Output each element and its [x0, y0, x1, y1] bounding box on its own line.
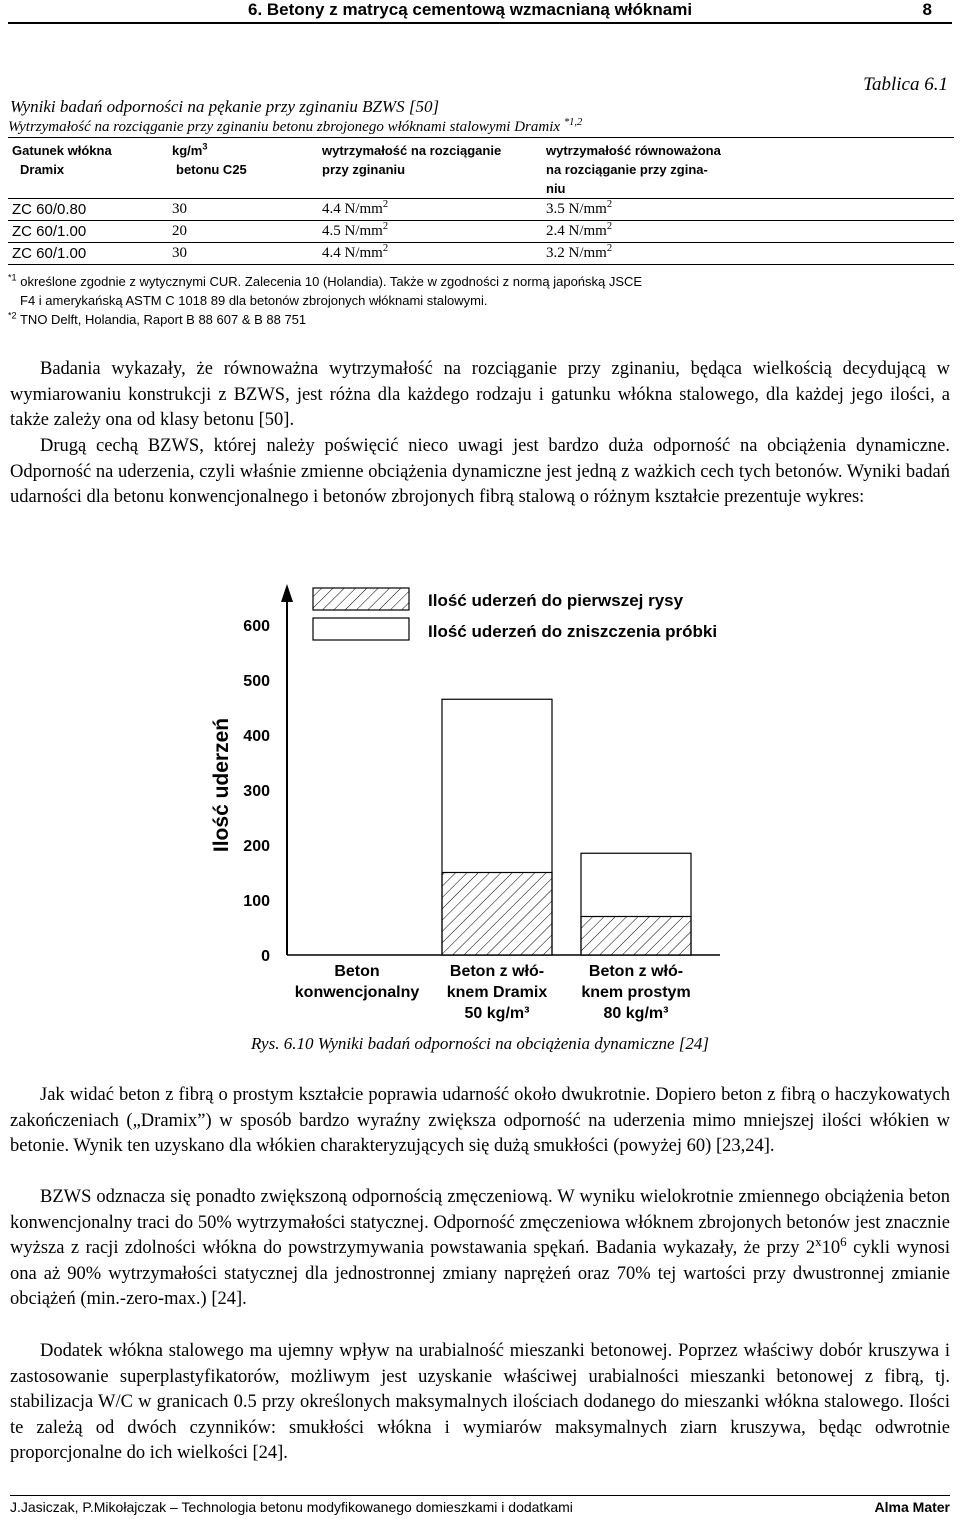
y-tick-label: 0: [261, 948, 270, 965]
cell-gatunek: ZC 60/1.00: [8, 221, 168, 243]
footer-publisher: Alma Mater: [874, 1499, 950, 1515]
paragraph-4: BZWS odznacza się ponadto zwiększoną odpornością zmęczeniową. W wyniku wielokrotnie zmiennego obciążenia beton konwencjonalny traci do 50% wytrzymałości statycznej. Odporność zmęczeniowa włóknem zbrojonych betonów jest znacznie wyższa z racji zdolności włókna do powstrzymywania powstawania spękań. Badania wykazały, że przy $2^x10^6$ cykli wynosi ona aż 90% wytrzymałości statycznej dla jednostronnej zmiany naprężeń oraz 70% tej wartości przy dwustronnej zmianie obciążeń (min.-zero-max.) [24].: [10, 1187, 950, 1309]
legend-swatch-first-crack: [313, 588, 409, 610]
results-table: [8, 138, 954, 265]
col-header-wytrzymalosc: wytrzymałość na rozciąganie przy zginaniu: [322, 143, 502, 177]
x-category-label: konwencjonalny: [294, 984, 420, 1001]
cell-wytrz: 4.4 $N/mm^2$: [318, 199, 542, 221]
paragraph-1: Badania wykazały, że równoważna wytrzymałość na rozciąganie przy zginaniu, będąca wielkością decydującą w wymiarowaniu konstrukcji z BZWS, jest różna dla każdego rodzaju i gatunku włókna stalowego, dla każdej jego ilości, a także zależy ona od klasy betonu [50].: [10, 359, 950, 430]
y-tick-label: 300: [243, 783, 270, 800]
page-header: [8, 0, 952, 24]
legend-swatch-failure: [313, 618, 409, 640]
bar-first-crack: [442, 873, 552, 956]
y-tick-label: 600: [243, 618, 270, 635]
cell-kg: 20: [168, 221, 318, 243]
cell-gatunek: ZC 60/0.80: [8, 199, 168, 221]
cell-gatunek: ZC 60/1.00: [8, 243, 168, 265]
table-subtitle: Wytrzymałość na rozciąganie przy zginaniu betonu zbrojonego włóknami stalowymi Dramix $^{*1,2}$: [8, 117, 583, 135]
table-caption: Wyniki badań odporności na pękanie przy zginaniu BZWS [50]: [10, 97, 440, 116]
cell-rown: 3.2 $N/mm^2$: [542, 243, 954, 265]
cell-rown: 2.4 $N/mm^2$: [542, 221, 954, 243]
footer-authors: J.Jasiczak, P.Mikołajczak – Technologia betonu modyfikowanego domieszkami i dodatkami: [10, 1499, 573, 1515]
cell-rown: 3.5 $N/mm^2$: [542, 199, 954, 221]
footnote-1-cont: F4 i amerykańską ASTM C 1018 89 dla betonów zbrojonych włóknami stalowymi.: [20, 293, 488, 308]
y-tick-label: 500: [243, 673, 270, 690]
cell-kg: 30: [168, 243, 318, 265]
table-row: [8, 221, 954, 243]
table-row: [8, 199, 954, 221]
paragraph-2: Drugą cechą BZWS, której należy poświęcić nieco uwagi jest bardzo duża odporność na obciążenia dynamiczne. Odporność na uderzenia, czyli właśnie zmienne obciążenia dynamiczne jest jedną z ważkich cech tych betonów. Wyniki badań udarności dla betonu konwencjonalnego i betonów zbrojonych fibrą stalową o różnym kształcie prezentuje wykres:: [10, 436, 950, 507]
paragraph-5: Dodatek włókna stalowego ma ujemny wpływ na urabialność mieszanki betonowej. Poprzez właściwy dobór kruszywa i zastosowanie superplastyfikatorów, możliwym jest uzyskanie właściwej urabialności mieszanki betonowej z fibrą, tj. stabilizacja W/C w granicach 0.5 przy określonych maksymalnych ilościach dodanego do mieszanki włókna stalowego. Ilości te zależą od dwóch czynników: smukłości włókna i wymiarów maksymalnych ziarn kruszywa, będąc odwrotnie proporcjonalne do ich wielkości [24].: [10, 1341, 950, 1463]
page-footer: [10, 1495, 950, 1518]
bar-first-crack: [581, 917, 691, 956]
x-category-label: knem prostym: [581, 984, 691, 1001]
cell-wytrz: 4.5 $N/mm^2$: [318, 221, 542, 243]
col-header-gatunek: Gatunek włókna Dramix: [12, 143, 112, 177]
paragraph-3: Jak widać beton z fibrą o prostym kształcie poprawia udarność około dwukrotnie. Dopiero beton z fibrą o haczykowatych zakończeniach („Dramix”) w sposób bardzo wyraźny zwiększa odporność na uderzenia mimo mniejszej ilości włókien w betonie. Wynik ten uzyskano dla włókien charakteryzujących się dużą smukłości (powyżej 60) [23,24].: [10, 1085, 950, 1156]
y-tick-label: 200: [243, 838, 270, 855]
y-tick-label: 100: [243, 893, 270, 910]
x-category-label: Beton z włó-: [449, 963, 545, 980]
x-category-label: Beton z włó-: [588, 963, 684, 980]
impact-chart: [0, 570, 960, 1030]
table-header-row: [8, 138, 954, 199]
x-category-label: knem Dramix: [446, 984, 548, 1001]
legend-label-failure: Ilość uderzeń do zniszczenia próbki: [428, 622, 718, 641]
footnote-2: $^{*2}$ TNO Delft, Holandia, Raport B 88 607 & B 88 751: [8, 310, 307, 327]
y-tick-label: 400: [243, 728, 270, 745]
legend-label-first-crack: Ilość uderzeń do pierwszej rysy: [428, 591, 684, 610]
col-header-rownowazona: wytrzymałość równoważona na rozciąganie przy zgina- niu: [546, 143, 721, 196]
col-header-kg: $kg/m^3$ betonu C25: [172, 141, 247, 177]
cell-wytrz: 4.4 $N/mm^2$: [318, 243, 542, 265]
y-axis-arrow: [281, 584, 293, 602]
chapter-title: 6. Betony z matrycą cementową wzmacnianą włóknami: [248, 0, 693, 19]
table-row: [8, 243, 954, 265]
x-category-label: 50 kg/m³: [464, 1005, 530, 1022]
x-category-label: Beton: [334, 963, 380, 980]
page-number: 8: [922, 0, 932, 19]
x-category-label: 80 kg/m³: [603, 1005, 669, 1022]
cell-kg: 30: [168, 199, 318, 221]
table-footnotes: [8, 272, 938, 329]
figure-caption: Rys. 6.10 Wyniki badań odporności na obciążenia dynamiczne [24]: [250, 1034, 709, 1053]
y-axis-label: Ilość uderzeń: [210, 717, 233, 853]
table-label: Tablica 6.1: [863, 74, 948, 95]
footnote-1: $^{*1}$ określone zgodnie z wytycznymi CUR. Zalecenia 10 (Holandia). Także w zgodności z normą japońską JSCE: [8, 272, 643, 289]
